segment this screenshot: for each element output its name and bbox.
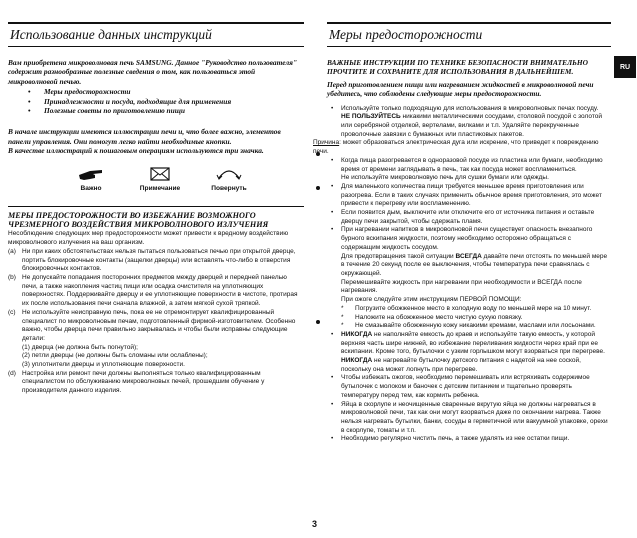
hand-pointer-icon	[78, 166, 104, 182]
list-item	[8, 274, 304, 309]
item-text: никакими металлическими сосудами, столовой посудой с золотой или серебряной отделкой, вертелами, вилками и т.п. Удаляйте перекрученные проволочные завязки с бумажных или пластиковых пакетов.	[341, 113, 602, 138]
item-text: Для маленького количества пищи требуется меньшее время приготовления или разогрева. Если в таких случаях применить обычное время приготовления, это может привести к перегреву или воспламенению.	[341, 182, 602, 208]
item-text: Чтобы избежать ожогов, необходимо перемешивать или встряхивать содержимое бутылочек с молоком и баночек с детским питанием и тщательно проверять температуру перед тем, как кормить ребенка.	[341, 374, 590, 399]
right-section-title: Меры предосторожности	[327, 22, 611, 47]
item-marker: (b)	[8, 273, 16, 281]
item-marker: (a)	[8, 247, 16, 255]
intro-paragraph: Вам приобретена микроволновая печь SAMSUNG. Данное "Руководство пользователя" содержит разнообразные полезные сведения о том, как пользоваться этой микроволновой печью.	[8, 58, 298, 86]
bullet-icon: •	[331, 226, 334, 234]
item-marker: (c)	[8, 308, 16, 316]
bullet-icon: •	[331, 330, 334, 338]
item-text: (2) петли дверцы (не должны быть сломаны или ослаблены);	[22, 352, 208, 360]
left-section-title: Использование данных инструкций	[8, 22, 304, 47]
item-text: При нагревании напитков в микроволновой печи существует опасность внезапного бурного вскипания жидкости, поэтому необходимо осторожно обращаться с содержащим жидкость сосудом.	[341, 226, 593, 251]
item-text: Не смазывайте обожженную кожу никакими кремами, маслами или лосьонами.	[355, 322, 596, 330]
reason-text: : может образоваться электрическая дуга или искрение, что приведет к повреждению печи.	[313, 139, 599, 156]
icon-legend	[60, 166, 260, 192]
item-text: Если появится дым, выключите или отключите его от источника питания и оставьте дверцу печи закрытой, чтобы сдержать пламя.	[341, 209, 595, 225]
item-text: Необходимо регулярно чистить печь, а также удалять из нее остатки пищи.	[341, 435, 570, 443]
list-item	[327, 183, 611, 209]
right-column	[313, 22, 611, 444]
item-text: (1) дверца (не должна быть погнутой);	[22, 343, 138, 351]
item-text: не наполняйте емкость до краев и используйте такую емкость, у которой верхняя часть шире нижней, во избежание переливания жидкости через край при ее вскипании. Кроме того, бутылочки с узким горлышком могут взорваться при перегреве.	[341, 330, 605, 356]
item-text: Перемешивайте жидкость при нагревании при необходимости и ВСЕГДА после нагревания.	[341, 278, 582, 295]
precautions-list	[313, 104, 611, 444]
list-item	[8, 370, 304, 396]
list-item	[8, 309, 304, 344]
list-item	[8, 344, 304, 353]
bullet-icon: •	[331, 104, 334, 112]
page-number: 3	[312, 519, 318, 529]
list-item: * Наложите на обожженное место чистую сухую повязку.	[341, 314, 611, 323]
list-item	[327, 105, 611, 140]
emphasis-text: ВСЕГДА	[455, 252, 482, 260]
icons-note: В качестве иллюстраций к пошаговым операциям используются три значка.	[8, 146, 264, 156]
item-marker	[8, 361, 22, 370]
legend-note	[129, 166, 191, 192]
list-item	[8, 248, 304, 274]
important-instructions-text: Перед приготовлением пищи или нагреванием жидкостей в микроволновой печи убедитесь, что соблюдены следующие меры предосторожности.	[327, 79, 594, 99]
emphasis-text: НЕ ПОЛЬЗУЙТЕСЬ	[341, 113, 401, 121]
list-item	[8, 352, 304, 361]
item-marker	[8, 344, 22, 353]
item-text: Используйте только подходящую для использования в микроволновых печах посуду.	[341, 104, 599, 112]
item-text: давайте печи отстоять по меньшей мере в течение 20 секунд после ее выключения, чтобы температура печи сравнялась с окружающей.	[341, 252, 608, 277]
list-item	[327, 226, 611, 330]
important-instructions-title: ВАЖНЫЕ ИНСТРУКЦИИ ПО ТЕХНИКЕ БЕЗОПАСНОСТИ ВНИМАТЕЛЬНО ПРОЧТИТЕ И СОХРАНИТЕ ДЛЯ ИСПОЛЬЗОВАНИЯ В ДАЛЬНЕЙШЕМ.	[327, 58, 588, 77]
list-item	[327, 209, 611, 226]
item-text: Настройка или ремонт печи должны выполняться только квалифицированным специалистом по обслуживанию микроволновых печей, прошедшим обучение у производителя данного изделия.	[22, 369, 265, 395]
item-text: Не допускайте попадания посторонних предметов между дверцей и передней панелью печи, а также накопления частиц пищи или осадка очистителя на уплотняющих поверхностях. Поддерживайте дверцу и ее уплотняющие поверхности в чистоте, протирая их после использования печи сначала влажной, а затем мягкой сухой тряпкой.	[22, 273, 298, 308]
list-item	[327, 157, 611, 183]
item-marker	[8, 352, 22, 361]
item-text: не нагревайте бутылочку детского питания с надетой на нее соской, поскольку она может лопнуть при перегреве.	[341, 357, 581, 373]
list-item	[8, 361, 304, 370]
bullet-icon: •	[331, 435, 334, 443]
bullet-icon: •	[331, 400, 334, 408]
list-item	[327, 401, 611, 436]
list-item	[327, 374, 611, 400]
item-text: Погрузите обожженное место в холодную воду по меньшей мере на 10 минут.	[355, 304, 592, 312]
legend-label-important: Важно	[80, 184, 102, 192]
item-text: Для предотвращения такой ситуации	[341, 252, 456, 260]
item-text: Когда пища разогревается в одноразовой посуде из пластика или бумаги, необходимо время от времени заглядывать в печь, так как посуда может воспламениться.	[341, 156, 603, 173]
item-marker: (d)	[8, 369, 16, 377]
language-tab: RU	[614, 56, 636, 78]
left-column	[8, 22, 304, 396]
bullet-icon: •	[331, 156, 334, 164]
list-item: • Принадлежности и посуда, подходящие для применения	[28, 97, 304, 106]
warning-list	[8, 248, 304, 396]
bullet-icon: •	[331, 182, 334, 190]
contents-list	[8, 87, 304, 115]
item-text: (3) уплотнители дверцы и уплотняющие поверхности.	[22, 361, 185, 369]
emphasis-text: НИКОГДА	[341, 330, 373, 338]
item-text: Не используйте неисправную печь, пока ее не отремонтирует квалифицированный специалист по микроволновым печам, подготовленный фирмой-изготовителем. Особенно важно, чтобы дверца печи правильно закрывалась и чтобы были исправны следующие детали:	[22, 308, 296, 342]
legend-turn	[198, 166, 260, 192]
list-item: • Меры предосторожности	[28, 87, 304, 96]
list-item: • Полезные советы по приготовлению пищи	[28, 106, 304, 115]
legend-important	[60, 166, 122, 192]
list-item	[327, 331, 611, 375]
item-text: Не используйте микроволновую печь для сушки бумаги или одежды.	[341, 174, 549, 182]
item-text: Наложите на обожженное место чистую сухую повязку.	[355, 313, 523, 321]
emphasis-text: НИКОГДА	[341, 357, 373, 365]
rotate-arrows-icon	[216, 166, 242, 182]
item-text: Ни при каких обстоятельствах нельзя пытаться пользоваться печью при открытой дверце, портить блокировочные контакты (защелки дверцы) или вставлять что-либо в отверстия блокировочных контактов.	[22, 247, 296, 273]
warning-intro: Несоблюдение следующих мер предосторожности может привести к вредному воздействию микроволнового излучения на ваш организм.	[8, 230, 289, 247]
envelope-note-icon	[149, 166, 171, 182]
item-text: При ожоге следуйте этим инструкциям ПЕРВОЙ ПОМОЩИ:	[341, 296, 522, 304]
item-text: Яйца в скорлупе и неочищенные сваренные вкрутую яйца не должны нагреваться в микроволновой печи, так как они могут взорваться даже по окончании нагрева. Также нельзя нагревать бутылки, банки, сосуды в герметичной или вакуумной упаковке, орехи в скорлупе, томаты и т.п.	[341, 400, 608, 434]
legend-label-turn: Повернуть	[211, 184, 247, 192]
microwave-warning-title: МЕРЫ ПРЕДОСТОРОЖНОСТИ ВО ИЗБЕЖАНИЕ ВОЗМОЖНОГО ЧРЕЗМЕРНОГО ВОЗДЕЙСТВИЯ МИКРОВОЛНОВОГО ИЗЛУЧЕНИЯ	[8, 206, 304, 230]
legend-label-note: Примечание	[139, 184, 181, 192]
list-item	[327, 435, 611, 444]
reason-row	[313, 139, 611, 156]
list-item: * Погрузите обожженное место в холодную воду по меньшей мере на 10 минут.	[341, 305, 611, 314]
divider-dot	[316, 320, 320, 324]
bullet-icon: •	[331, 209, 334, 217]
bullet-icon: •	[331, 374, 334, 382]
divider-dot	[316, 186, 320, 190]
list-item: * Не смазывайте обожженную кожу никакими кремами, маслами или лосьонами.	[341, 322, 611, 331]
reason-label: Причина	[313, 139, 340, 147]
illustrations-note: В начале инструкции имеются иллюстрации печи и, что более важно, элементов панели управления. Они помогут легко найти необходимые кнопки.	[8, 127, 281, 146]
first-aid-list	[341, 305, 611, 331]
